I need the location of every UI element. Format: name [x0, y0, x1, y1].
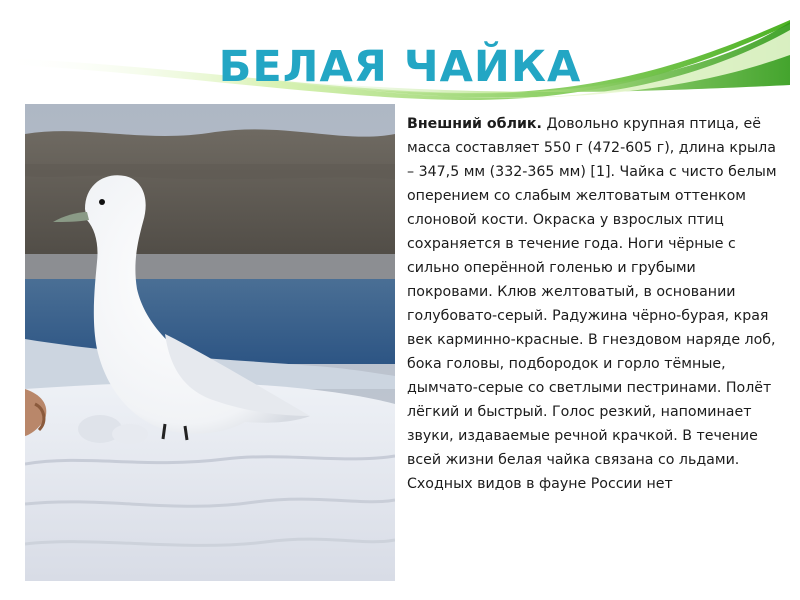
slide-title: БЕЛАЯ ЧАЙКА — [218, 42, 582, 92]
ivory-gull-photo — [25, 104, 395, 581]
description-text: Довольно крупная птица, её масса составляет 550 г (472-605 г), длина крыла – 347,5 мм (332-365 мм) [1]. Чайка с чисто белым оперением со слабым желтоватым оттенком слоновой кости. Окраска у взрослых птиц сохраняется в течение года. Ноги чёрные с сильно оперённой голенью и грубыми покровами. Клюв желтоватый, в основании голубовато-серый. Радужина чёрно-бурая, края век карминно-красные. В гнездовом наряде лоб, бока головы, подбородок и горло тёмные, дымчато-серые со светлыми пестринами. Полёт лёгкий и быстрый. Голос резкий, напоминает звуки, издаваемые речной крачкой. В течение всей жизни белая чайка связана со льдами. Сходных видов в фауне России нет — [407, 116, 777, 492]
description-paragraph — [407, 112, 783, 496]
lead-label: Внешний облик. — [407, 116, 542, 132]
